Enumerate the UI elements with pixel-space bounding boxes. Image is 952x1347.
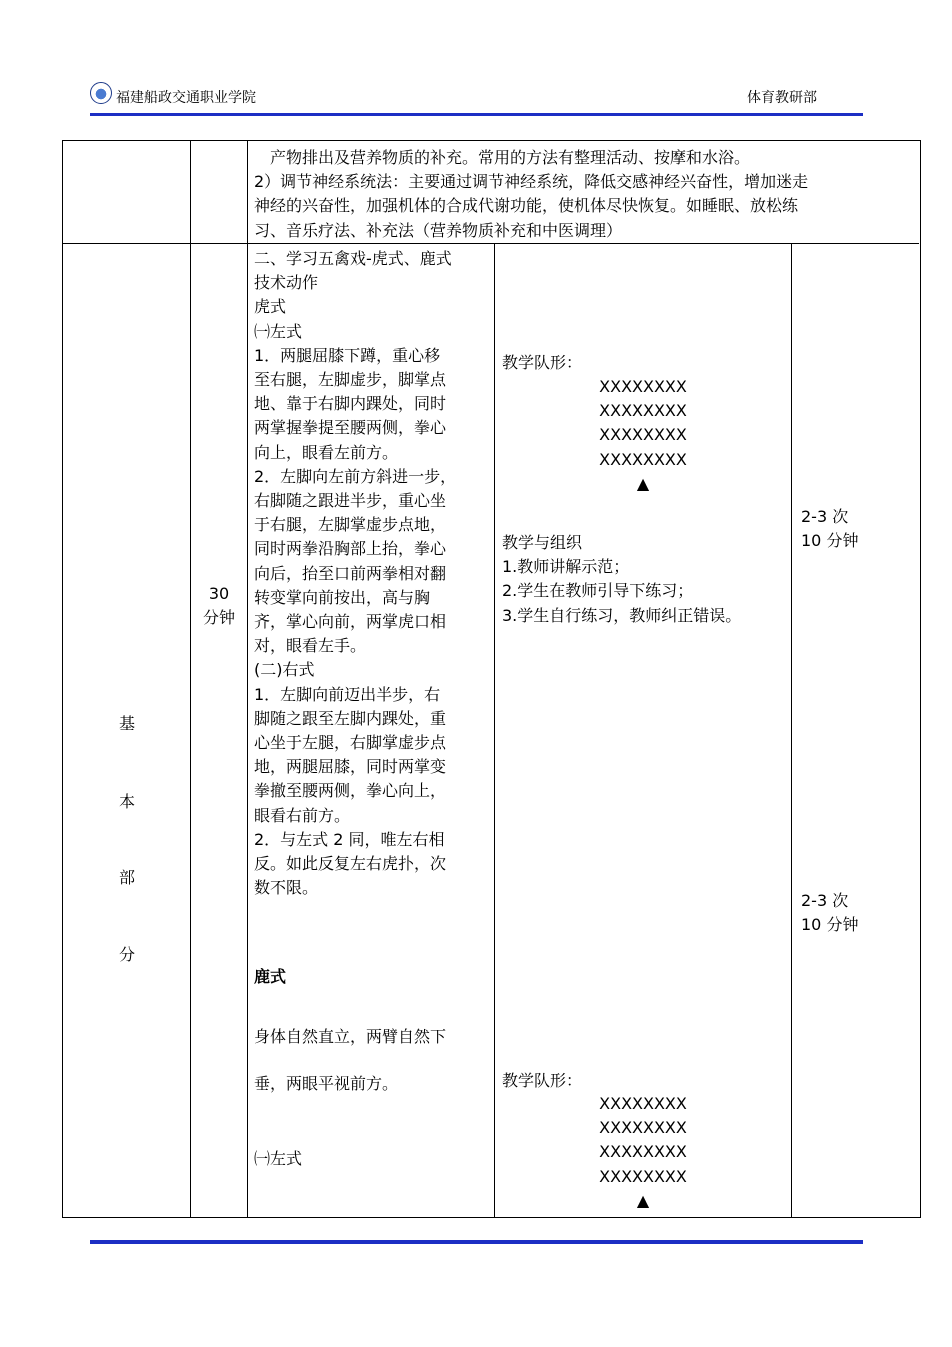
deer-line: 身体自然直立，两臂自然下 bbox=[254, 1027, 447, 1046]
text-line: 2．与左式 2 同，唯左右相 bbox=[254, 829, 445, 849]
teacher-triangle-icon: ▲ bbox=[636, 473, 650, 493]
header-rule bbox=[90, 113, 863, 116]
recovery-methods-text bbox=[254, 146, 916, 243]
section-char: 部 bbox=[118, 868, 135, 887]
col-divider-4 bbox=[791, 243, 792, 1217]
exercise-load bbox=[801, 505, 858, 553]
text-line: 反。如此反复左右虎扑，次 bbox=[254, 854, 447, 874]
page-header bbox=[90, 82, 865, 108]
text-line: 眼看右前方。 bbox=[254, 805, 351, 825]
col-divider-1 bbox=[190, 141, 191, 1217]
repetitions: 2-3 次 bbox=[801, 507, 849, 526]
time-unit: 分钟 bbox=[202, 608, 235, 628]
lesson-plan-table bbox=[62, 140, 921, 1218]
text-line: 数不限。 bbox=[254, 878, 319, 898]
text-line: 二、学习五禽戏-虎式、鹿式 bbox=[254, 249, 452, 268]
text-line: 向后，抬至口前两拳相对翻 bbox=[254, 563, 447, 583]
formation-label: 教学队形： bbox=[502, 1071, 583, 1090]
text-line: 1．左脚向前迈出半步，右 bbox=[254, 684, 441, 704]
col-divider-2 bbox=[247, 141, 248, 1217]
text-line: 脚随之跟至左脚内踝处，重 bbox=[254, 708, 447, 728]
text-line: 地，两腿屈膝，同时两掌变 bbox=[254, 757, 447, 777]
formation-label: 教学队形： bbox=[502, 353, 583, 372]
section-char: 基 bbox=[118, 714, 135, 733]
formation-diagram bbox=[563, 375, 723, 496]
deer-style-title: 鹿式 bbox=[254, 967, 287, 986]
org-item: 2.学生在教师引导下练习； bbox=[502, 581, 694, 601]
text-line: 右脚随之跟进半步，重心坐 bbox=[254, 491, 447, 511]
school-logo-icon bbox=[90, 82, 112, 104]
text-line: 2．左脚向左前方斜进一步， bbox=[254, 466, 457, 486]
formation-diagram bbox=[563, 1092, 723, 1213]
text-line: 拳撤至腰两侧，拳心向上， bbox=[254, 781, 447, 801]
text-line: 心坐于左腿，右脚掌虚步点 bbox=[254, 733, 447, 753]
duration: 10 分钟 bbox=[801, 915, 859, 935]
text-line: 向上，眼看左前方。 bbox=[254, 442, 399, 462]
repetitions: 2-3 次 bbox=[801, 891, 849, 910]
text-line: 2）调节神经系统法：主要通过调节神经系统，降低交感神经兴奋性，增加迷走 bbox=[254, 172, 809, 192]
text-line: 至右腿，左脚虚步，脚掌点 bbox=[254, 370, 447, 390]
formation-row: XXXXXXXX bbox=[599, 401, 687, 421]
department-name: 体育教研部 bbox=[747, 90, 817, 106]
row-divider bbox=[63, 243, 919, 244]
text-line: 两掌握拳提至腰两侧，拳心 bbox=[254, 418, 447, 438]
deer-left-style: ㈠左式 bbox=[254, 1149, 303, 1168]
col-divider-3 bbox=[494, 243, 495, 1217]
teaching-organization bbox=[502, 531, 787, 628]
technique-content bbox=[254, 247, 492, 900]
teacher-triangle-icon: ▲ bbox=[636, 1190, 650, 1210]
footer-rule bbox=[90, 1240, 863, 1244]
formation-row: XXXXXXXX bbox=[599, 1094, 687, 1113]
formation-row: XXXXXXXX bbox=[599, 377, 687, 396]
school-name: 福建船政交通职业学院 bbox=[116, 90, 256, 106]
time-allocation bbox=[191, 582, 247, 630]
formation-row: XXXXXXXX bbox=[599, 1118, 687, 1138]
exercise-load bbox=[801, 889, 858, 937]
text-line: (二)右式 bbox=[254, 660, 315, 680]
formation-row: XXXXXXXX bbox=[599, 425, 687, 445]
org-title: 教学与组织 bbox=[502, 533, 583, 552]
text-line: 地、靠于右脚内踝处，同时 bbox=[254, 394, 447, 414]
text-line: 于右腿，左脚掌虚步点地， bbox=[254, 515, 447, 535]
text-line: 同时两拳沿胸部上抬，拳心 bbox=[254, 539, 447, 559]
formation-row: XXXXXXXX bbox=[599, 1142, 687, 1162]
time-value: 30 bbox=[208, 584, 230, 603]
section-char: 分 bbox=[118, 945, 135, 964]
text-line: 对，眼看左手。 bbox=[254, 636, 367, 656]
formation-row: XXXXXXXX bbox=[599, 449, 687, 469]
text-line: 1．两腿屈膝下蹲，重心移 bbox=[254, 345, 441, 365]
formation-row: XXXXXXXX bbox=[599, 1166, 687, 1186]
text-line: 习、音乐疗法、补充法（营养物质补充和中医调理） bbox=[254, 220, 623, 240]
section-char: 本 bbox=[118, 792, 135, 811]
duration: 10 分钟 bbox=[801, 531, 859, 551]
text-line: 转变掌向前按出，高与胸 bbox=[254, 587, 431, 607]
org-item: 1.教师讲解示范； bbox=[502, 557, 630, 577]
text-line: 齐，掌心向前，两掌虎口相 bbox=[254, 612, 447, 632]
text-line: ㈠左式 bbox=[254, 321, 303, 341]
text-line: 技术动作 bbox=[254, 273, 319, 293]
deer-line: 垂，两眼平视前方。 bbox=[254, 1074, 399, 1093]
text-line: 神经的兴奋性，加强机体的合成代谢功能，使机体尽快恢复。如睡眠、放松练 bbox=[254, 196, 799, 216]
text-line: 产物排出及营养物质的补充。常用的方法有整理活动、按摩和水浴。 bbox=[254, 148, 751, 167]
org-item: 3.学生自行练习，教师纠正错误。 bbox=[502, 605, 742, 625]
text-line: 虎式 bbox=[254, 297, 287, 317]
